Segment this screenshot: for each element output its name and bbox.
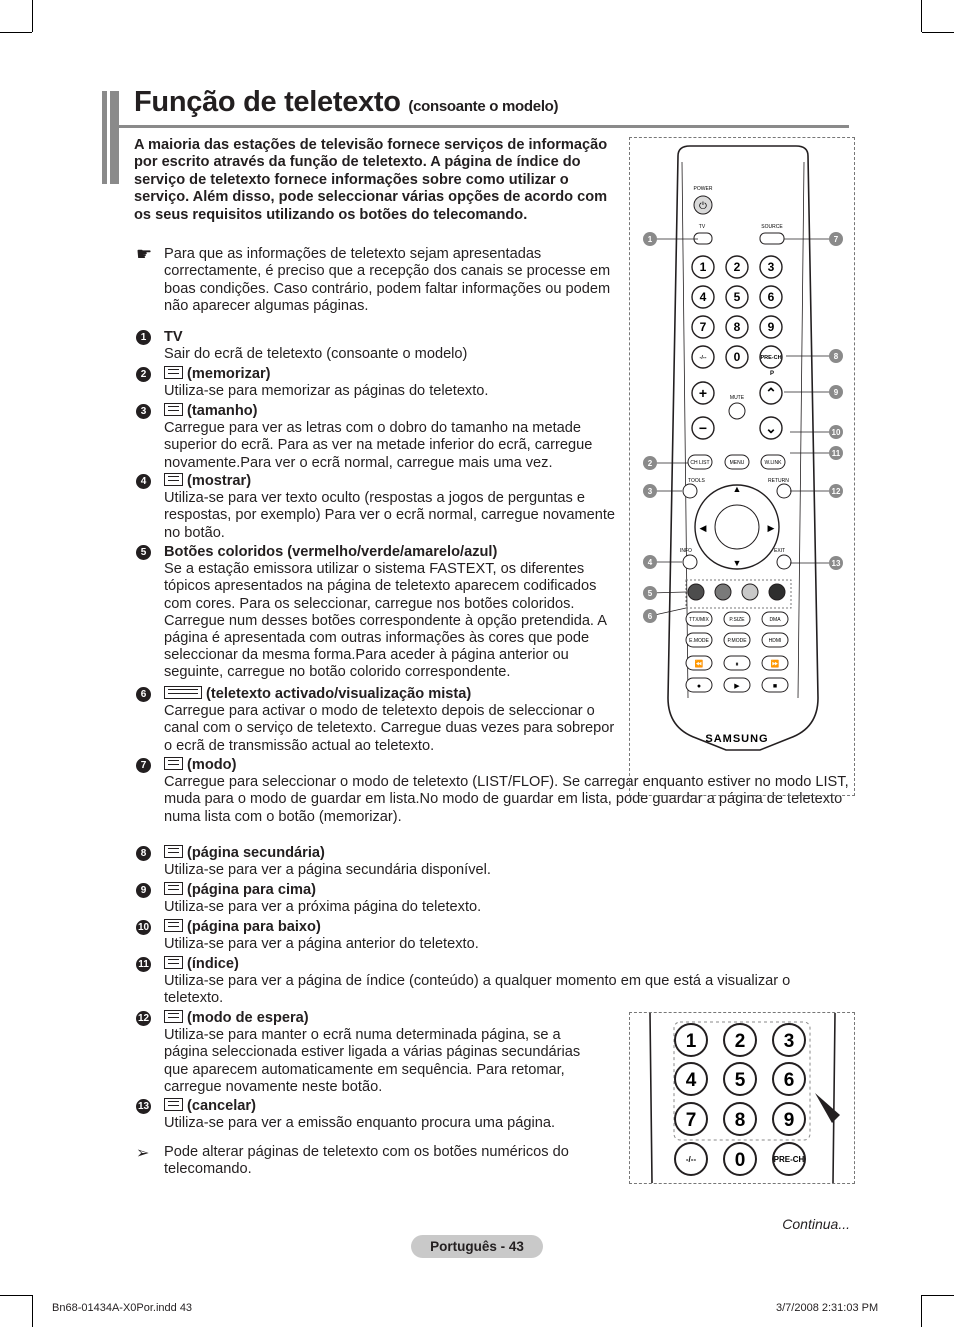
item-description: Utiliza-se para ver a próxima página do teletexto. — [164, 899, 482, 916]
footer-timestamp: 3/7/2008 2:31:03 PM — [776, 1302, 879, 1314]
closeup-digit-label: 8 — [734, 1110, 746, 1131]
teletext-button-icon — [164, 686, 202, 699]
item-heading: (tamanho) — [187, 403, 258, 419]
digit-key-label: 9 — [767, 320, 775, 334]
crop-mark — [921, 0, 922, 32]
crop-mark — [0, 1295, 32, 1296]
item-number-badge: 6 — [136, 687, 151, 702]
digit-key-label: 0 — [733, 350, 741, 364]
p-label: P — [769, 371, 775, 377]
item-heading: (mostrar) — [187, 473, 252, 489]
digit-key-label: 3 — [767, 260, 775, 274]
callout-number: 9 — [833, 388, 839, 397]
source-button — [760, 233, 784, 244]
closeup-digit-label: 9 — [783, 1110, 795, 1131]
media-key-icon: ● — [696, 683, 702, 690]
teletext-button-icon — [164, 366, 183, 379]
item-number-badge: 5 — [136, 545, 151, 560]
media-key-icon: ▶ — [734, 683, 740, 690]
closeup-digit-label: 6 — [783, 1070, 795, 1091]
page-number-badge: Português - 43 — [411, 1235, 543, 1258]
closeup-digit-label: 0 — [734, 1150, 746, 1171]
item-number-badge: 13 — [137, 1101, 150, 1112]
callout-number: 3 — [647, 487, 653, 496]
crop-mark — [32, 0, 33, 32]
remote-illustration — [629, 137, 855, 796]
teletext-button-icon — [164, 956, 183, 969]
menu-row-label: W.LINK — [764, 460, 782, 466]
item-description: Utiliza-se para ver a página secundária disponível. — [164, 862, 491, 879]
digit-key-label: 1 — [699, 260, 707, 274]
digit-key-label: 5 — [733, 290, 741, 304]
function-key-label: TTX/MIX — [689, 617, 709, 623]
closeup-digit-label: 1 — [685, 1031, 697, 1052]
closeup-digit-label: 4 — [685, 1070, 697, 1091]
power-icon: ⏻ — [699, 201, 707, 212]
rocker-key-label: − — [698, 420, 708, 436]
mute-button — [729, 403, 745, 419]
item-number-badge: 4 — [136, 474, 151, 489]
crop-mark — [922, 32, 954, 33]
return-label: RETURN — [768, 478, 789, 484]
page-title: Função de teletexto (consoante o modelo) — [134, 86, 559, 118]
teletext-button-icon — [164, 882, 183, 895]
teletext-button-icon — [164, 1098, 183, 1111]
color-key — [715, 584, 731, 600]
rocker-key-label: ⌄ — [765, 420, 777, 436]
menu-row-label: CH LIST — [690, 460, 710, 466]
dpad-arrow: ▲ — [732, 484, 742, 494]
teletext-button-icon — [164, 473, 183, 486]
closeup-digit-label: PRE-CH — [773, 1155, 805, 1164]
closeup-digit-label: 5 — [734, 1070, 746, 1091]
item-description: Carregue para ver as letras com o dobro do tamanho na metade superior do ecrã. Para as ver na metade inferior do ecrã, carregue novamente.Para ver o ecrã normal, carregue mais uma vez. — [164, 420, 593, 471]
function-key-label: HDMI — [768, 638, 782, 644]
item-heading: (memorizar) — [187, 366, 271, 382]
teletext-button-icon — [164, 919, 183, 932]
digit-key-label: 2 — [733, 260, 741, 274]
rocker-key-label: ⌃ — [765, 385, 777, 401]
crop-mark — [921, 1295, 922, 1327]
title-accent-bar — [102, 91, 119, 184]
digit-key-label: PRE-CH — [760, 355, 782, 361]
title-suffix: (consoante o modelo) — [408, 98, 559, 115]
continues-label: Continua... — [782, 1216, 850, 1232]
digit-key-label: 6 — [767, 290, 775, 304]
callout-number: 5 — [647, 589, 653, 598]
media-key-icon: ■ — [772, 683, 778, 690]
source-label: SOURCE — [761, 224, 783, 230]
dpad-enter — [715, 505, 759, 549]
final-note: Pode alterar páginas de teletexto com os botões numéricos do telecomando. — [164, 1144, 569, 1178]
item-number-badge: 3 — [136, 404, 151, 419]
dpad-arrow: ◀ — [699, 523, 707, 533]
item-heading: (página para baixo) — [187, 919, 321, 935]
item-number-badge: 10 — [137, 922, 150, 933]
item-heading: TV — [164, 329, 183, 345]
item-description: Utiliza-se para memorizar as páginas do teletexto. — [164, 383, 489, 400]
item-number-badge: 8 — [136, 846, 151, 861]
footer-file-name: Bn68-01434A-X0Por.indd 43 — [52, 1302, 193, 1314]
power-label: POWER — [693, 186, 713, 192]
item-number-badge: 12 — [137, 1013, 150, 1024]
closeup-digit-label: 2 — [734, 1031, 746, 1052]
teletext-button-icon — [164, 403, 183, 416]
return-button — [777, 484, 791, 498]
dpad-arrow: ▶ — [767, 523, 775, 533]
item-description: Utiliza-se para ver a página de índice (conteúdo) a qualquer momento em que está a visualizar o teletexto. — [164, 973, 791, 1007]
info-button — [683, 555, 697, 569]
item-description: Sair do ecrã de teletexto (consoante o modelo) — [164, 346, 468, 363]
crop-mark — [922, 1295, 954, 1296]
item-heading: (modo) — [187, 757, 237, 773]
item-heading: (página secundária) — [187, 845, 325, 861]
digit-key-label: 7 — [699, 320, 707, 334]
keypad-closeup — [629, 1012, 855, 1184]
item-number-badge: 2 — [136, 367, 151, 382]
function-key-label: E.MODE — [689, 638, 709, 644]
mute-label: MUTE — [729, 395, 745, 401]
tv-button — [694, 233, 712, 244]
title-rule — [119, 125, 849, 128]
media-key-icon: ⏸ — [735, 661, 739, 668]
menu-row-label: MENU — [729, 460, 745, 466]
item-heading: (modo de espera) — [187, 1010, 309, 1026]
color-key — [742, 584, 758, 600]
crop-mark — [32, 1295, 33, 1327]
item-heading: (teletexto activado/visualização mista) — [206, 686, 472, 702]
crop-mark — [0, 32, 32, 33]
media-key-icon: ⏪ — [694, 661, 704, 668]
media-key-icon: ⏩ — [770, 661, 780, 668]
color-key — [769, 584, 785, 600]
callout-number: 10 — [831, 428, 841, 437]
item-heading: (índice) — [187, 956, 239, 972]
item-description: Se a estação emissora utilizar o sistema FASTEXT, os diferentes tópicos apresentados na página de teletexto aparecem codificados com cores. Para os seleccionar, carregue nos botões coloridos. Carregue num desses botões correspondente à opção pretendida. A página é apresentada com outras informações às cores que pode seleccionar da mesma forma.Para aceder à página anterior ou seguinte, carregue no botão colorido correspondente. — [164, 561, 607, 681]
closeup-digit-label: 7 — [685, 1110, 697, 1131]
item-description: Utiliza-se para manter o ecrã numa determinada página, se a página seleccionada estiver ligada a várias páginas secundárias que aparecem automaticamente em sequência. Para retomar, carregue novamente neste botão. — [164, 1027, 581, 1095]
item-description: Utiliza-se para ver texto oculto (respostas a jogos de perguntas e respostas, por exemplo) Para ver o ecrã normal, carregue novamente no botão. — [164, 490, 616, 541]
item-heading: Botões coloridos (vermelho/verde/amarelo/azul) — [164, 544, 498, 560]
item-description: Carregue para activar o modo de teletexto depois de seleccionar o canal com o serviço de teletexto. Carregue duas vezes para sobrepor o ecrã de transmissão actual ao teletexto. — [164, 703, 615, 754]
item-number-badge: 7 — [136, 758, 151, 773]
closeup-pointer-arrow — [815, 1093, 840, 1123]
digit-key-label: 4 — [699, 290, 707, 304]
digit-key-label: -/-- — [699, 355, 707, 361]
tools-label: TOOLS — [688, 478, 705, 484]
item-description: Utiliza-se para ver a emissão enquanto procura uma página. — [164, 1115, 556, 1132]
reception-note: Para que as informações de teletexto sejam apresentadas correctamente, é preciso que a recepção dos canais se processe em boas condições. Caso contrário, podem faltar informações ou podem não aparecer algumas páginas. — [164, 246, 611, 315]
teletext-button-icon — [164, 845, 183, 858]
callout-number: 2 — [647, 459, 653, 468]
callout-number: 4 — [647, 558, 653, 567]
item-description: Carregue para seleccionar o modo de teletexto (LIST/FLOF). Se carregar enquanto estiver no modo LIST, muda para o modo de guardar em lista.No modo de guardar em lista, pode guardar a página de teletexto numa lista com o botão (memorizar). — [164, 774, 849, 825]
callout-number: 1 — [647, 235, 653, 244]
color-key — [688, 584, 704, 600]
arrow-icon: ➢ — [136, 1145, 150, 1162]
callout-number: 13 — [831, 559, 841, 568]
rocker-key-label: + — [698, 385, 708, 401]
brand-logo: SAMSUNG — [705, 733, 769, 745]
dpad-arrow: ▼ — [732, 558, 742, 568]
item-description: Utiliza-se para ver a página anterior do teletexto. — [164, 936, 479, 953]
digit-key-label: 8 — [733, 320, 741, 334]
teletext-button-icon — [164, 1010, 183, 1023]
item-number-badge: 1 — [136, 330, 151, 345]
closeup-digit-label: 3 — [783, 1031, 795, 1052]
callout-number: 8 — [833, 352, 839, 361]
function-key-label: DMA — [769, 617, 781, 623]
item-number-badge: 11 — [136, 957, 151, 972]
info-label: INFO — [680, 548, 692, 554]
function-key-label: P.SIZE — [729, 617, 745, 623]
tools-button — [683, 484, 697, 498]
teletext-button-icon — [164, 757, 183, 770]
pointing-hand-icon: ☛ — [136, 244, 153, 264]
exit-label: EXIT — [774, 548, 786, 554]
callout-number: 6 — [647, 612, 653, 621]
callout-number: 12 — [831, 487, 841, 496]
item-heading: (cancelar) — [187, 1098, 256, 1114]
callout-number: 11 — [831, 449, 841, 458]
intro-paragraph: A maioria das estações de televisão fornece serviços de informação por escrito através da função de teletexto. A página de índice do serviço de teletexto fornece informações sobre como utilizar o serviço. Além disso, pode seleccionar várias opções de acordo com os seus requisitos utilizando os botões do telecomando. — [134, 137, 608, 223]
item-heading: (página para cima) — [187, 882, 316, 898]
function-key-label: P.MODE — [727, 638, 747, 644]
exit-button — [777, 555, 791, 569]
tv-label: TV — [698, 224, 706, 230]
callout-number: 7 — [833, 235, 839, 244]
item-number-badge: 9 — [136, 883, 151, 898]
closeup-digit-label: -/-- — [685, 1155, 697, 1164]
